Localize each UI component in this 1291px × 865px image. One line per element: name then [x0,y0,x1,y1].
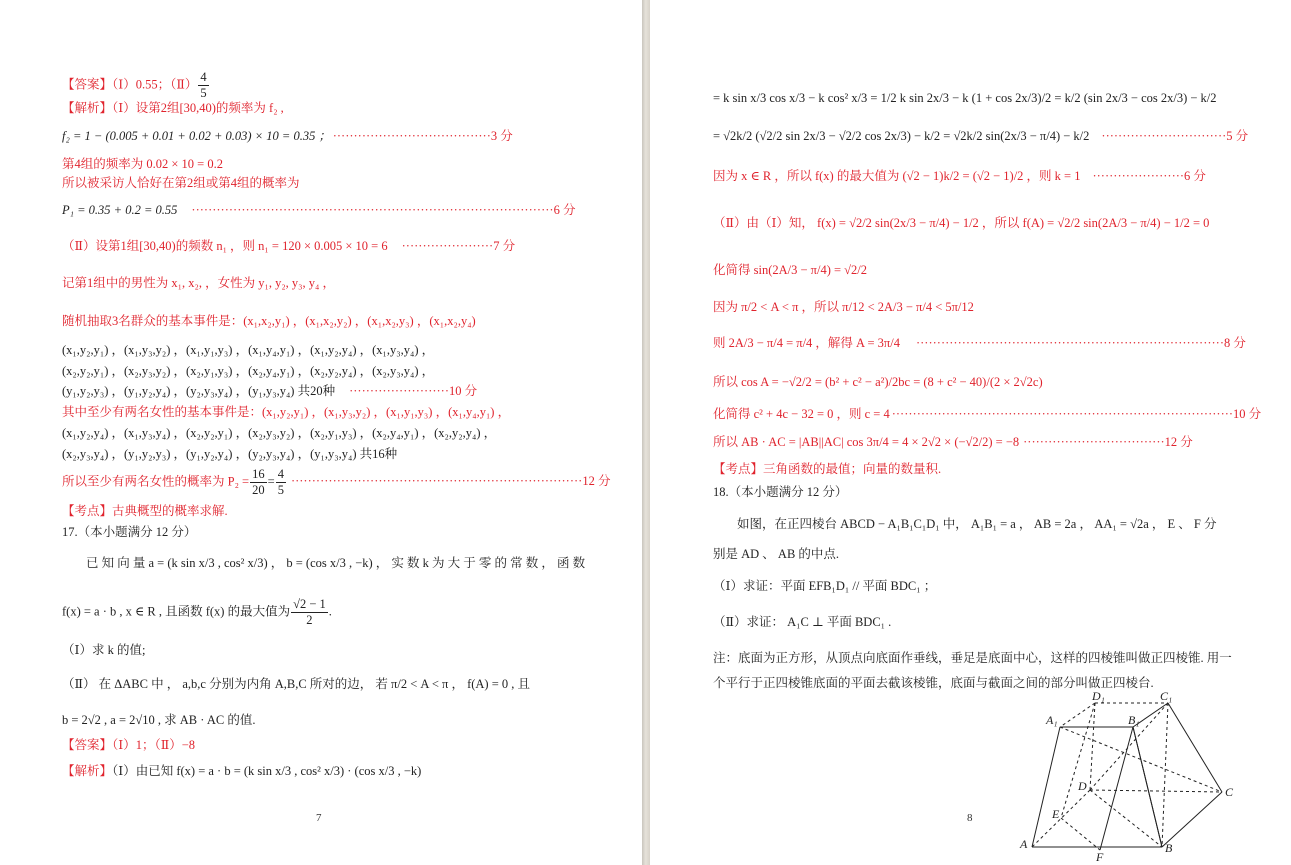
r-line7: 则 2A/3 − π/4 = π/4 ，解得 A = 3π/4 ··········································································8 分 [713,336,1246,350]
q18-note1: 注：底面为正方形，从顶点向底面作垂线，垂足是底面中心，这样的四棱锥叫做正四棱锥. 用一 [713,651,1232,665]
left-page [0,0,642,865]
q18-line1: 如图，在正四棱台 ABCD − A₁B₁C₁D₁ 中， A₁B₁ = a ， AB = 2a ， AA₁ = √2a ， E 、 F 分 [737,517,1217,531]
events-row: (x₁,y₂,y₁) ，(x₁,y₃,y₂) ，(x₁,y₁,y₃) ，(x₁,y₄,y₁) ，(x₁,y₂,y₄) ，(x₁,y₃,y₄) ， [62,343,435,357]
page-number: 8 [967,812,973,824]
analysis-16: 【解析】（Ⅰ）设第2组[30,40)的频率为 f₂ , [62,101,284,115]
edge-c1b [1162,703,1168,847]
q18-note2: 个平行于正四棱锥底面的平面去截该棱锥，底面与截面之间的部分叫做正四棱台. [713,676,1154,690]
frustum-figure [1010,690,1250,862]
line-record: 记第1组中的男性为 x₁, x₂, ，女性为 y₁, y₂, y₃, y₄ ， [62,276,336,290]
r-line8: 所以 cos A = −√2/2 = (b² + c² − a²)/2bc = (8 + c² − 40)/(2 × 2√2c) [713,375,1043,389]
r-line2: = √2k/2 (√2/2 sin 2x/3 − √2/2 cos 2x/3) − k/2 = √2k/2 sin(2x/3 − π/4) − k/2 ······························5 分 [713,129,1249,143]
events2-row: (x₁,y₂,y₄) ，(x₁,y₃,y₄) ，(x₂,y₂,y₁) ，(x₂,y₃,y₂) ，(x₂,y₁,y₃) ，(x₂,y₄,y₁) ，(x₂,y₂,y₄) ， [62,426,497,440]
label-b: B [1165,841,1173,855]
q17-title: 17.（本小题满分 12 分） [62,525,197,539]
edge-aa1 [1032,727,1060,847]
q17-line4: （Ⅱ） 在 ΔABC 中 ， a,b,c 分别为内角 A,B,C 所对的边， 若 π/2 < A < π ， f(A) = 0 , 且 [62,677,531,691]
q17-line1: 已 知 向 量 a = (k sin x/3 , cos² x/3) ， b = (cos x/3 , −k) ， 实 数 k 为 大 于 零 的 常 数 ， 函 数 [86,556,586,570]
label-d1: D₁ [1092,690,1105,703]
r-line1: = k sin x/3 cos x/3 − k cos² x/3 = 1/2 k sin 2x/3 − k (1 + cos 2x/3)/2 = k/2 (sin 2x/3 − cos 2x/3) − k/2 [713,91,1217,105]
label-c: C [1225,785,1234,799]
answer-17: 【答案】（Ⅰ）1；（Ⅱ）−8 [62,738,195,752]
edge-db [1090,790,1162,847]
r-line3: 因为 x ∈ R ，所以 f(x) 的最大值为 (√2 − 1)k/2 = (√2 − 1)/2 ，则 k = 1 ······················6 分 [713,169,1206,183]
page-number: 7 [316,812,322,824]
label-a1: A₁ [1046,713,1058,727]
r-line9: 化简得 c² + 4c − 32 = 0 ，则 c = 4 ··················································································10 分 [713,407,1262,421]
line-random-events: 随机抽取3名群众的基本事件是：(x₁,x₂,y₁) ，(x₁,x₂,y₂) ，(x₁,x₂,y₃) ，(x₁,x₂,y₄) [62,314,476,328]
edge-ef [1061,818,1100,850]
label-a: A [1020,837,1028,851]
r-line4: （Ⅱ）由（Ⅰ）知， f(x) = √2/2 sin(2x/3 − π/4) − 1/2 ，所以 f(A) = √2/2 sin(2A/3 − π/4) − 1/2 = 0 [713,216,1210,230]
q17-line5: b = 2√2 , a = 2√10 , 求 AB · AC 的值. [62,713,256,727]
events-row: (x₂,y₂,y₁) ，(x₂,y₃,y₂) ，(x₂,y₁,y₃) ，(x₂,y₄,y₁) ，(x₂,y₂,y₄) ，(x₂,y₃,y₄) ， [62,364,435,378]
events2-row: (x₂,y₃,y₄) ，(y₁,y₂,y₃) ，(y₁,y₂,y₄) ，(y₂,y₃,y₄) ，(y₁,y₃,y₄) 共16种 [62,447,398,461]
line-n1: （Ⅱ）设第1组[30,40)的频数 n₁ ，则 n₁ = 120 × 0.005 × 10 = 6 ······················7 分 [62,239,516,253]
q17-line3: （Ⅰ）求 k 的值; [62,643,146,657]
line-probability: 所以被采访人恰好在第2组或第4组的概率为 [62,176,300,190]
q18-line3: （Ⅰ）求证：平面 EFB₁D₁ // 平面 BDC₁ ； [713,579,937,593]
r-line10: 所以 AB · AC = |AB||AC| cos 3π/4 = 4 × 2√2 × (−√2/2) = −8 ··································12 分 [713,435,1193,449]
r-line5: 化简得 sin(2A/3 − π/4) = √2/2 [713,263,868,277]
line-p2: 所以至少有两名女性的概率为 P₂ = $\frac{16}{20}$ = $\frac{4}{5}$ ······································································12 分 [62,467,611,497]
label-b1: B₁ [1128,713,1140,727]
q17-line2: f(x) = a · b , x ∈ R , 且函数 f(x) 的最大值为 $\frac{√2 - 1}{2}$ . [62,597,332,627]
edge-cc1 [1168,703,1222,792]
events-row: (y₁,y₂,y₃) ，(y₁,y₂,y₄) ，(y₂,y₃,y₄) ，(y₁,y₃,y₄) 共20种 ························10 分 [62,384,478,398]
edge-a1d1 [1060,703,1095,727]
book-gutter [642,0,650,865]
point-16: 【考点】古典概型的概率求解. [62,504,228,518]
analysis-17: 【解析】（Ⅰ）由已知 f(x) = a · b = (k sin x/3 , cos² x/3) · (cos x/3 , −k) [62,764,422,778]
edge-bc [1162,792,1222,847]
q18-line2: 别是 AD 、 AB 的中点. [713,547,840,561]
label-e: E [1052,807,1060,821]
line-group4: 第4组的频率为 0.02 × 10 = 0.2 [62,157,223,171]
label-c1: C₁ [1160,690,1173,703]
point-17: 【考点】三角函数的最值；向量的数量积. [713,462,942,476]
line-f2: f₂ = 1 − (0.005 + 0.01 + 0.02 + 0.03) × 10 = 0.35 ； ······································3 分 [62,129,513,143]
label-f: F [1096,850,1104,862]
r-line6: 因为 π/2 < A < π ，所以 π/12 < 2A/3 − π/4 < 5π/12 [713,300,974,314]
answer-16: 【答案】（Ⅰ）0.55；（Ⅱ） $\frac{4}{5}$ [62,70,207,100]
q18-title: 18.（本小题满分 12 分） [713,485,848,499]
line-p1: P₁ = 0.35 + 0.2 = 0.55 ·······················································································6 分 [62,203,576,217]
edge-dc [1090,790,1222,792]
edge-b1b [1133,727,1162,847]
q18-line4: （Ⅱ）求证： A₁C ⊥ 平面 BDC₁ . [713,615,892,629]
edge-d1e [1061,703,1095,818]
line-two-female: 其中至少有两名女性的基本事件是：(x₁,y₂,y₁) ，(x₁,y₃,y₂) ，(x₁,y₁,y₃) ，(x₁,y₄,y₁) ， [62,405,511,419]
label-d: D [1078,779,1087,793]
